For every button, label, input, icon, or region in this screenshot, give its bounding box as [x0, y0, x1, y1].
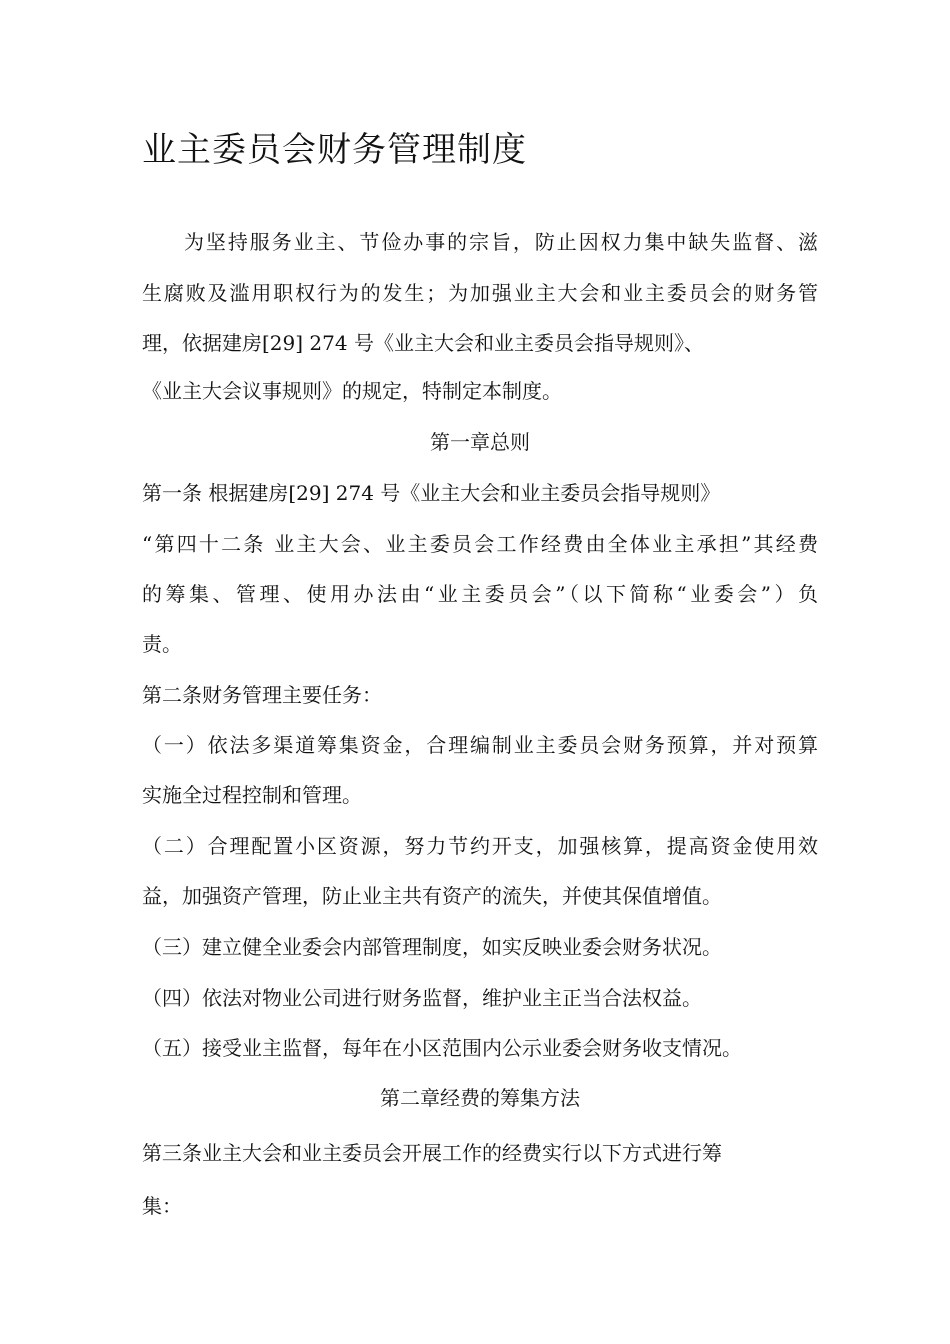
paragraph-line: 理，依据建房[29] 274 号《业主大会和业主委员会指导规则》、: [142, 331, 704, 355]
list-item-line: （四）依法对物业公司进行财务监督，维护业主正当合法权益。: [142, 986, 702, 1010]
article-line: 责。: [142, 632, 182, 656]
list-item-line: （五）接受业主监督，每年在小区范围内公示业委会财务收支情况。: [142, 1036, 742, 1060]
list-item-line: 实施全过程控制和管理。: [142, 783, 362, 807]
paragraph-line: 生腐败及滥用职权行为的发生；为加强业主大会和业主委员会的财务管: [142, 281, 818, 305]
document-title: 业主委员会财务管理制度: [142, 130, 527, 170]
article-line: “第四十二条 业主大会、业主委员会工作经费由全体业主承担”其经费: [142, 532, 818, 556]
article-line: 第二条财务管理主要任务：: [142, 683, 382, 707]
article-line: 第一条 根据建房[29] 274 号《业主大会和业主委员会指导规则》: [142, 481, 721, 505]
article-line: 第三条业主大会和业主委员会开展工作的经费实行以下方式进行筹: [142, 1141, 722, 1165]
list-item-line: （二）合理配置小区资源，努力节约开支，加强核算，提高资金使用效: [142, 834, 818, 858]
article-line: 集：: [142, 1194, 182, 1218]
chapter-heading: 第二章经费的筹集方法: [380, 1086, 580, 1110]
list-item-line: （一）依法多渠道筹集资金，合理编制业主委员会财务预算，并对预算: [142, 733, 818, 757]
chapter-heading: 第一章总则: [430, 430, 530, 454]
list-item-line: （三）建立健全业委会内部管理制度，如实反映业委会财务状况。: [142, 935, 722, 959]
paragraph-line: 《业主大会议事规则》的规定，特制定本制度。: [142, 379, 562, 403]
paragraph-line: 为坚持服务业主、节俭办事的宗旨，防止因权力集中缺失监督、滋: [184, 230, 818, 254]
list-item-line: 益，加强资产管理，防止业主共有资产的流失，并使其保值增值。: [142, 884, 722, 908]
article-line: 的筹集、管理、使用办法由“业主委员会”（以下简称“业委会”）负: [142, 582, 818, 606]
